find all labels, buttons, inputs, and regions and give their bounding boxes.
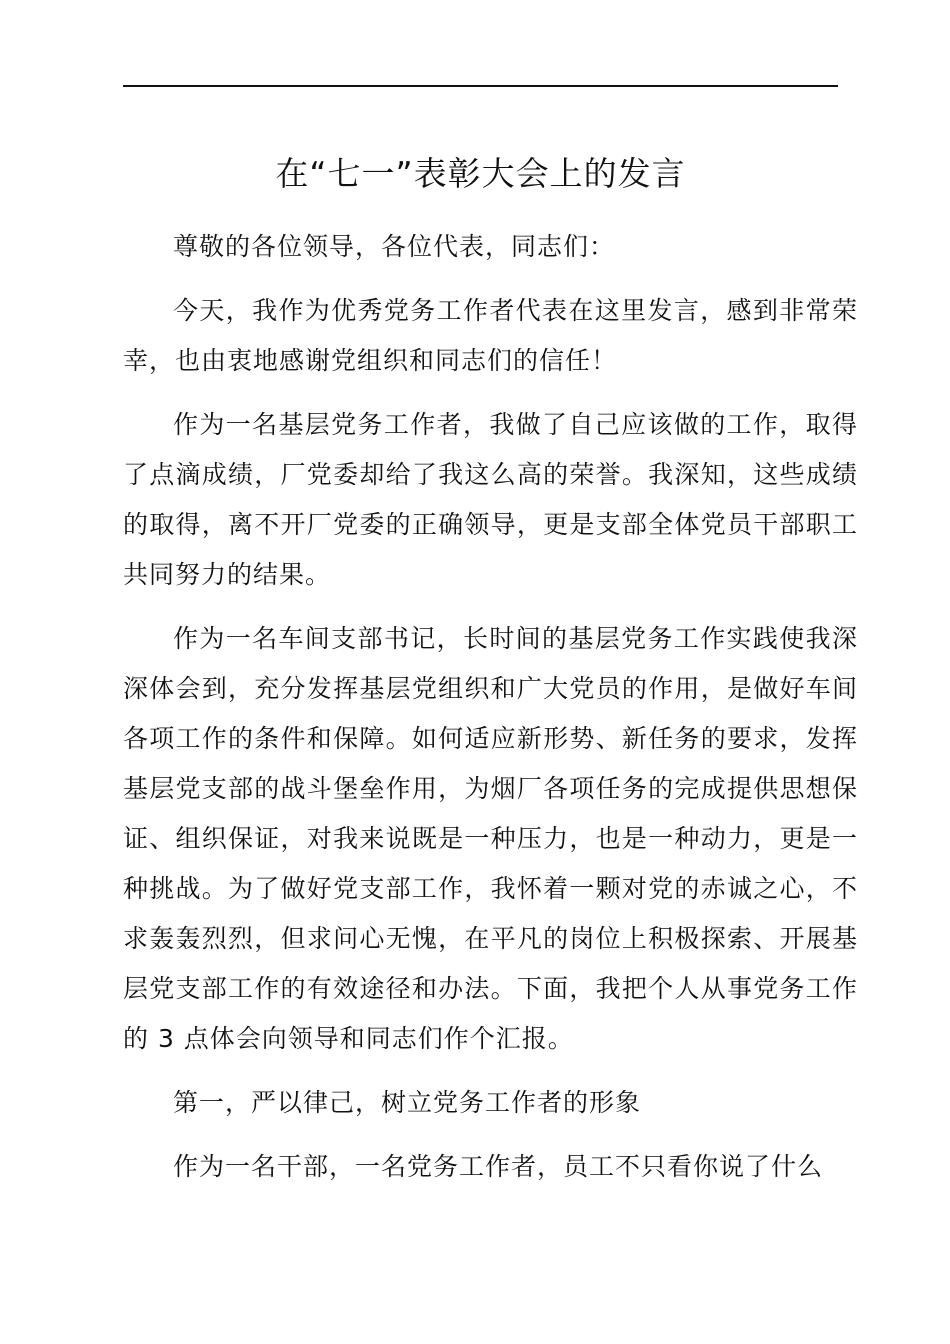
header-rule xyxy=(123,85,838,87)
document-title: 在“七一”表彰大会上的发言 xyxy=(275,154,686,193)
salutation-paragraph: 尊敬的各位领导，各位代表，同志们： xyxy=(173,232,616,261)
document-body xyxy=(123,222,858,1206)
body-paragraph: 作为一名车间支部书记，长时间的基层党务工作实践使我深深体会到，充分发挥基层党组织和广大党员的作用，是做好车间各项工作的条件和保障。如何适应新形势、新任务的要求，发挥基层党支部的战斗堡垒作用，为烟厂各项任务的完成提供思想保证、组织保证，对我来说既是一种压力，也是一种动力，更是一种挑战。为了做好党支部工作，我怀着一颗对党的赤诚之心，不求轰轰烈烈，但求问心无愧，在平凡的岗位上积极探索、开展基层党支部工作的有效途径和办法。下面，我把个人从事党务工作的 3 点体会向领导和同志们作个汇报。 xyxy=(123,624,858,1053)
section-heading-paragraph: 第一，严以律己，树立党务工作者的形象 xyxy=(173,1088,642,1117)
body-paragraph: 今天，我作为优秀党务工作者代表在这里发言，感到非常荣幸，也由衷地感谢党组织和同志们的信任！ xyxy=(123,296,858,375)
body-paragraph: 作为一名干部，一名党务工作者，员工不只看你说了什么 xyxy=(173,1152,824,1181)
body-paragraph: 作为一名基层党务工作者，我做了自己应该做的工作，取得了点滴成绩，厂党委却给了我这么高的荣誉。我深知，这些成绩的取得，离不开厂党委的正确领导，更是支部全体党员干部职工共同努力的结果。 xyxy=(123,410,858,589)
